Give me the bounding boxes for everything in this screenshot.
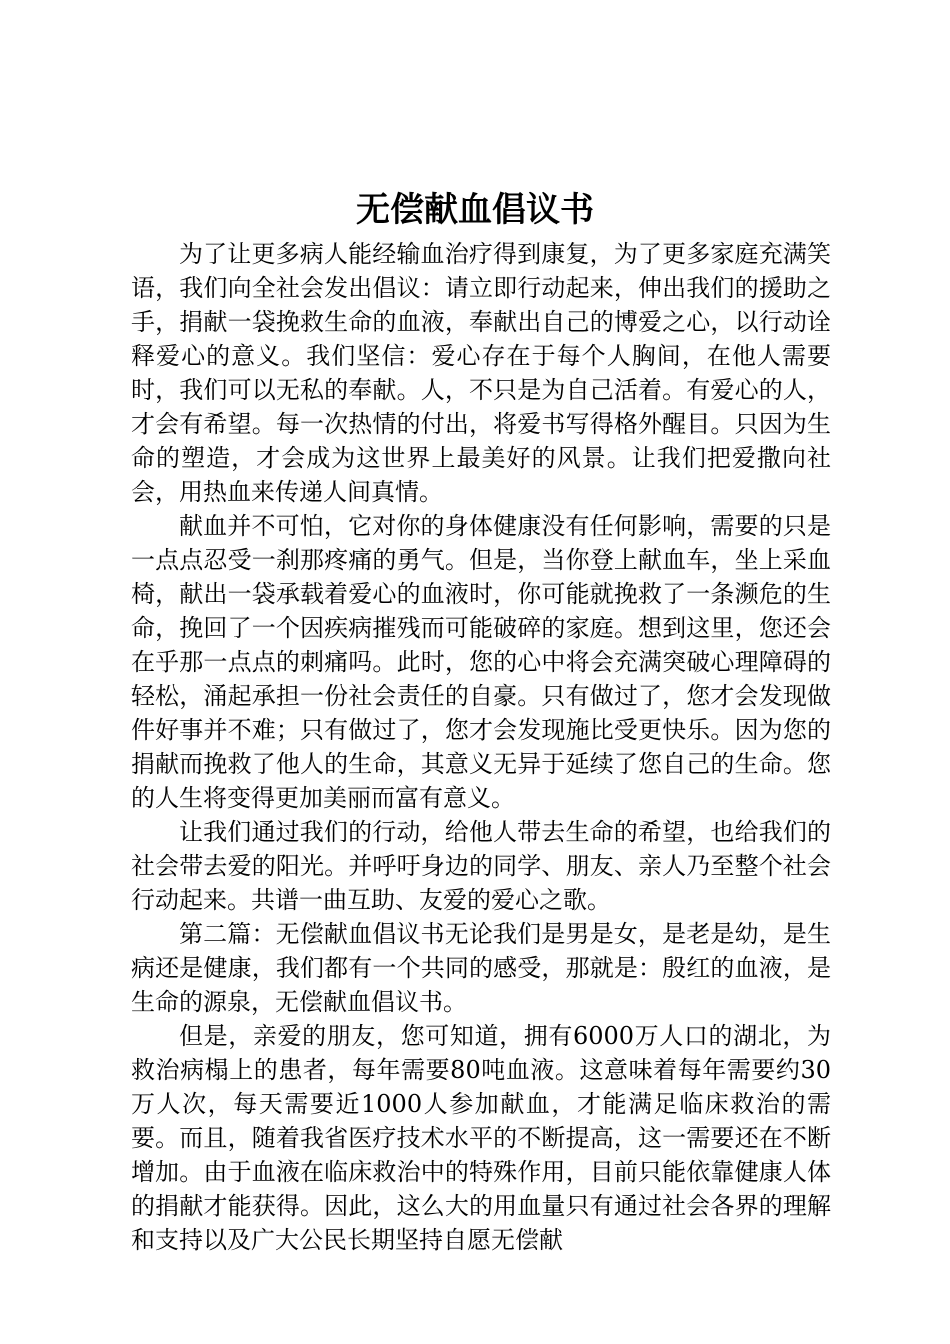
- paragraph-5: 但是，亲爱的朋友，您可知道，拥有6000万人口的湖北，为救治病榻上的患者，每年需要80吨血液。这意味着每年需要约30万人次，每天需要近1000人参加献血，才能满足临床救治的需要。而且，随着我省医疗技术水平的不断提高，这一需要还在不断增加。由于血液在临床救治中的特殊作用，目前只能依靠健康人体的捐献才能获得。因此，这么大的用血量只有通过社会各界的理解和支持以及广大公民长期坚持自愿无偿献: [131, 1022, 831, 1254]
- paragraph-4: 第二篇：无偿献血倡议书无论我们是男是女，是老是幼，是生病还是健康，我们都有一个共同的感受，那就是：殷红的血液，是生命的源泉，无偿献血倡议书。: [131, 920, 831, 1016]
- paragraph-3: 让我们通过我们的行动，给他人带去生命的希望，也给我们的社会带去爱的阳光。并呼吁身边的同学、朋友、亲人乃至整个社会行动起来。共谱一曲互助、友爱的爱心之歌。: [131, 818, 831, 914]
- paragraph-2: 献血并不可怕，它对你的身体健康没有任何影响，需要的只是一点点忍受一刹那疼痛的勇气。但是，当你登上献血车，坐上采血椅，献出一袋承载着爱心的血液时，你可能就挽救了一条濒危的生命，挽回了一个因疾病摧残而可能破碎的家庭。想到这里，您还会在乎那一点点的刺痛吗。此时，您的心中将会充满突破心理障碍的轻松，涌起承担一份社会责任的自豪。只有做过了，您才会发现做件好事并不难；只有做过了，您才会发现施比受更快乐。因为您的捐献而挽救了他人的生命，其意义无异于延续了您自己的生命。您的人生将变得更加美丽而富有意义。: [131, 512, 831, 812]
- document-body: [131, 237, 831, 1257]
- paragraph-1: 为了让更多病人能经输血治疗得到康复，为了更多家庭充满笑语，我们向全社会发出倡议：请立即行动起来，伸出我们的援助之手，捐献一袋挽救生命的血液，奉献出自己的博爱之心，以行动诠释爱心的意义。我们坚信：爱心存在于每个人胸间，在他人需要时，我们可以无私的奉献。人，不只是为自己活着。有爱心的人，才会有希望。每一次热情的付出，将爱书写得格外醒目。只因为生命的塑造，才会成为这世界上最美好的风景。让我们把爱撒向社会，用热血来传递人间真情。: [131, 240, 831, 506]
- document-title: 无偿献血倡议书: [356, 190, 594, 230]
